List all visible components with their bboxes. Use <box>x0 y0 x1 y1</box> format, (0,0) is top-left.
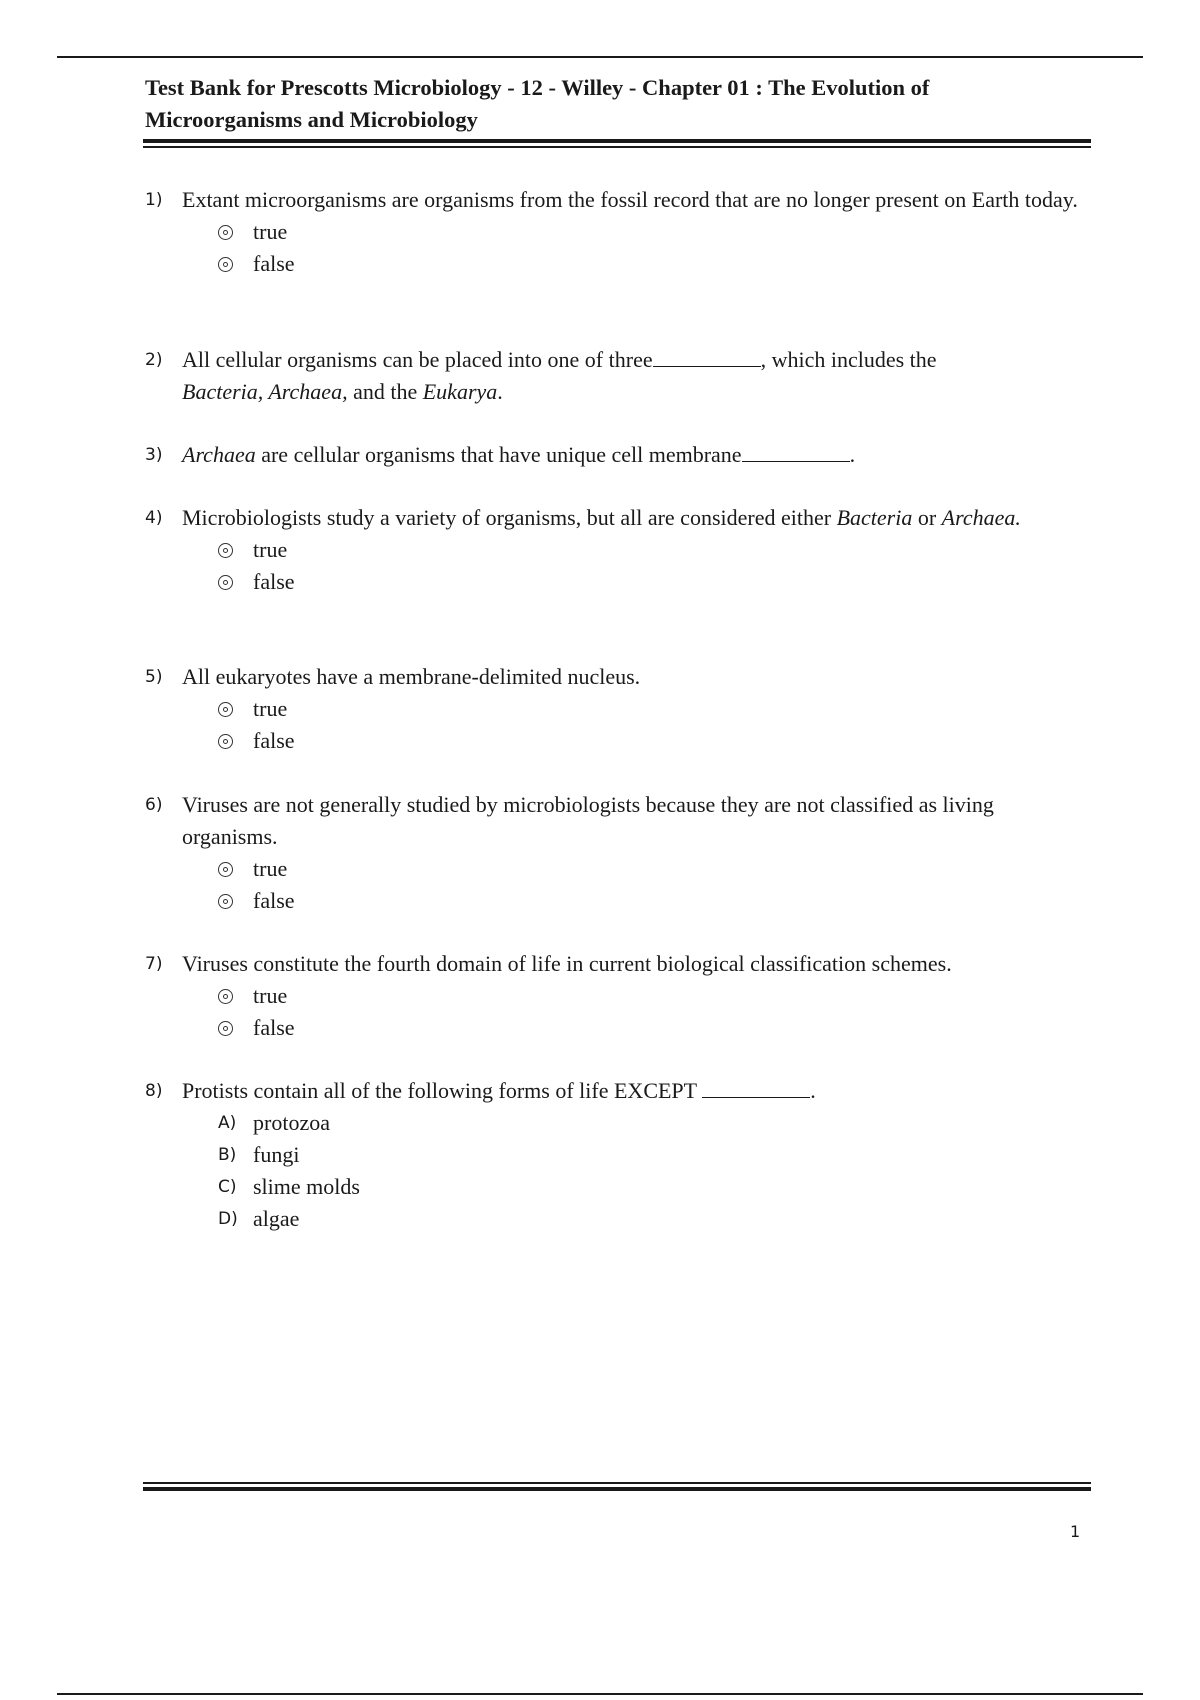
option-true[interactable] <box>218 216 1085 248</box>
option-true[interactable] <box>218 853 1085 885</box>
radio-button-icon[interactable] <box>218 257 233 272</box>
page-number: 1 <box>1070 1522 1081 1541</box>
question-2 <box>145 344 1085 408</box>
question-text: Viruses constitute the fourth domain of life in current biological classification schemes. <box>182 951 952 976</box>
option-label: false <box>253 251 295 276</box>
question-7 <box>145 948 1085 1044</box>
question-text: Extant microorganisms are organisms from the fossil record that are no longer present on Earth today. <box>182 187 1078 212</box>
question-text: Protists contain all of the following forms of life EXCEPT . <box>182 1075 1085 1107</box>
radio-button-icon[interactable] <box>218 734 233 749</box>
question-number: 7) <box>145 954 163 974</box>
question-4 <box>145 502 1085 598</box>
option-label: false <box>253 888 295 913</box>
question-text: Viruses are not generally studied by microbiologists because they are not classified as living organisms. <box>182 792 994 849</box>
option-label: false <box>253 728 295 753</box>
question-3 <box>145 439 1085 471</box>
choice-letter: D) <box>218 1209 238 1229</box>
choice-text: algae <box>253 1206 300 1231</box>
question-5 <box>145 661 1085 757</box>
question-number: 2) <box>145 350 163 370</box>
choice-letter: B) <box>218 1145 237 1165</box>
option-label: true <box>253 537 288 562</box>
answer-blank[interactable] <box>742 439 850 462</box>
option-label: true <box>253 856 288 881</box>
option-label: false <box>253 1015 295 1040</box>
question-number: 1) <box>145 190 163 210</box>
radio-button-icon[interactable] <box>218 575 233 590</box>
choice-d[interactable] <box>218 1203 1085 1235</box>
radio-button-icon[interactable] <box>218 702 233 717</box>
radio-button-icon[interactable] <box>218 543 233 558</box>
option-label: true <box>253 219 288 244</box>
question-number: 3) <box>145 445 163 465</box>
question-6 <box>145 789 1085 917</box>
document-title: Test Bank for Prescotts Microbiology - 12 - Willey - Chapter 01 : The Evolution of Microorganisms and Microbiology <box>145 75 930 132</box>
answer-blank[interactable] <box>653 344 761 367</box>
option-label: true <box>253 983 288 1008</box>
question-text: All eukaryotes have a membrane-delimited nucleus. <box>182 664 641 689</box>
page-top-border <box>57 56 1143 58</box>
choice-text: fungi <box>253 1142 300 1167</box>
question-8 <box>145 1075 1085 1235</box>
page-bottom-border <box>57 1693 1143 1695</box>
option-label: true <box>253 696 288 721</box>
question-number: 8) <box>145 1081 163 1101</box>
header-rule <box>143 139 1091 148</box>
radio-button-icon[interactable] <box>218 1021 233 1036</box>
option-false[interactable] <box>218 885 1085 917</box>
question-text: Archaea are cellular organisms that have unique cell membrane . <box>182 439 1085 471</box>
answer-blank[interactable] <box>702 1075 810 1098</box>
choice-letter: A) <box>218 1113 237 1133</box>
footer-rule <box>143 1482 1091 1491</box>
option-false[interactable] <box>218 566 1085 598</box>
choice-text: slime molds <box>253 1174 360 1199</box>
option-false[interactable] <box>218 1012 1085 1044</box>
question-text: All cellular organisms can be placed into one of three , which includes the Bacteria, Archaea, and the Eukarya. <box>182 344 1085 408</box>
option-true[interactable] <box>218 980 1085 1012</box>
choice-letter: C) <box>218 1177 237 1197</box>
choice-b[interactable] <box>218 1139 1085 1171</box>
question-number: 6) <box>145 795 163 815</box>
question-number: 5) <box>145 667 163 687</box>
option-false[interactable] <box>218 725 1085 757</box>
choice-c[interactable] <box>218 1171 1085 1203</box>
option-true[interactable] <box>218 534 1085 566</box>
question-1 <box>145 184 1085 280</box>
choice-text: protozoa <box>253 1110 330 1135</box>
radio-button-icon[interactable] <box>218 862 233 877</box>
radio-button-icon[interactable] <box>218 894 233 909</box>
choice-a[interactable] <box>218 1107 1085 1139</box>
option-false[interactable] <box>218 248 1085 280</box>
radio-button-icon[interactable] <box>218 225 233 240</box>
option-true[interactable] <box>218 693 1085 725</box>
question-text: Microbiologists study a variety of organisms, but all are considered either Bacteria or Archaea. <box>182 505 1021 530</box>
radio-button-icon[interactable] <box>218 989 233 1004</box>
option-label: false <box>253 569 295 594</box>
question-number: 4) <box>145 508 163 528</box>
